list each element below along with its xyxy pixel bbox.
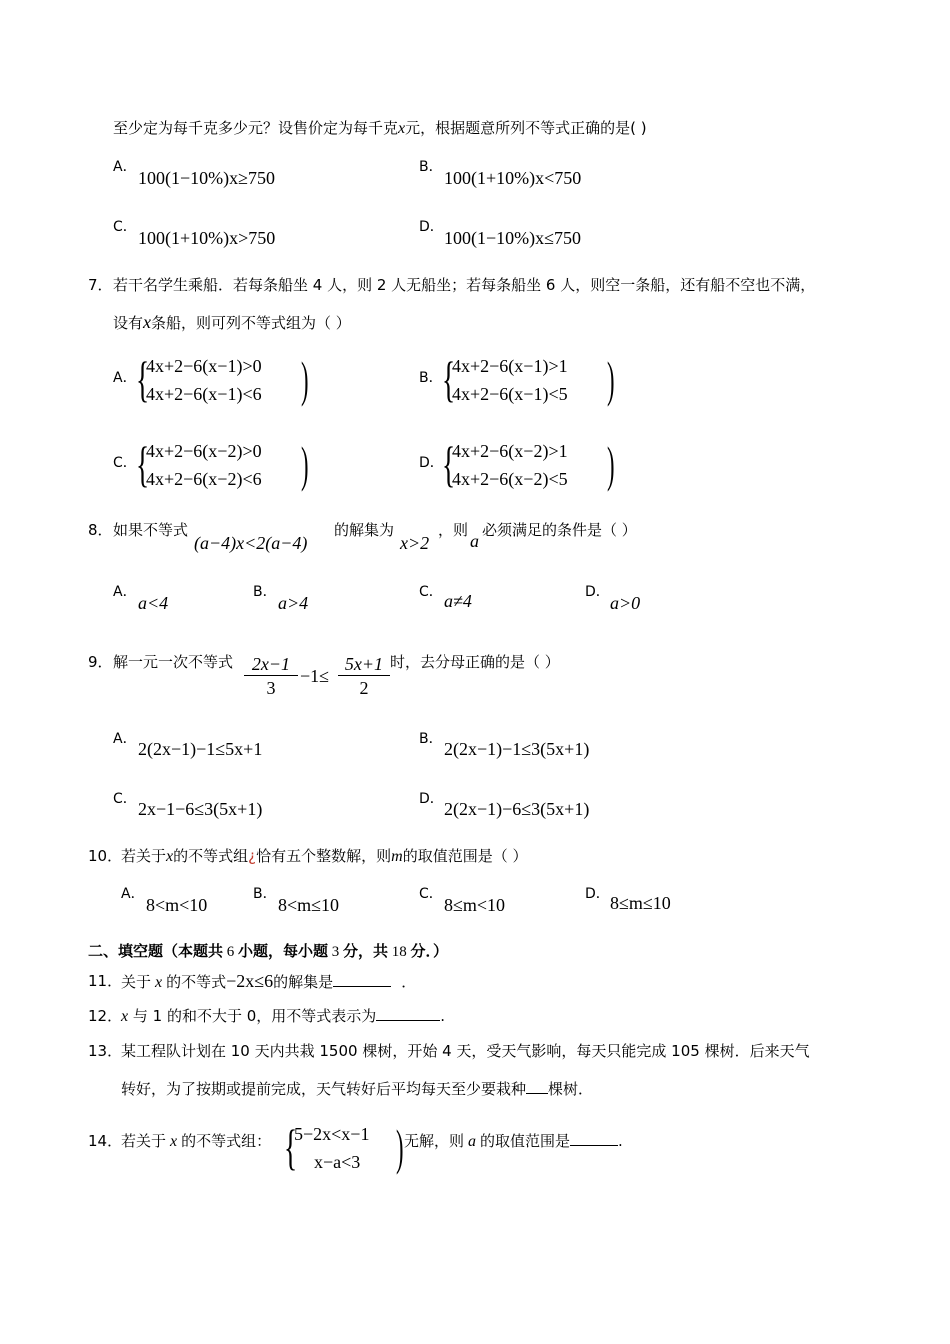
answer-blank[interactable] [333,972,391,987]
q8-option-a-label: A． [113,584,137,600]
q8-text3: ，则 [438,521,469,539]
answer-blank[interactable] [376,1006,440,1021]
q8-option-b-label: B． [253,584,277,600]
q6-option-a-label: A． [113,159,137,175]
q8-solution: x>2 [400,533,430,553]
q8-text1: 如果不等式 [113,521,189,539]
q11-number: 11． [88,972,123,990]
q9-option-c-label: C． [113,791,137,807]
q10-option-b-label: B． [253,886,277,902]
q7-option-a-system: { 4x+2−6(x−1)>0 4x+2−6(x−1)<6 ) [136,351,309,407]
answer-blank[interactable] [526,1079,548,1094]
q9-option-a-label: A． [113,731,137,747]
left-brace-icon: { [136,436,150,492]
q7-option-d-system: { 4x+2−6(x−2)>1 4x+2−6(x−2)<5 ) [442,436,615,492]
q6-option-c: 100(1+10%)x>750 [138,228,276,248]
q10-option-c-label: C． [419,886,443,902]
q9-fraction-1: $\frac{2x-1}{3}$ [244,653,298,700]
q9-option-d-label: D． [419,791,444,807]
q13-line2: 转好，为了按期或提前完成，天气转好后平均每天至少要栽种 棵树． [121,1080,594,1098]
right-paren-icon: ) [607,351,615,407]
q7-option-c-label: C． [113,455,137,471]
q9-text2: 时，去分母正确的是（ ） [390,653,560,671]
q8-option-c: a≠4 [444,591,472,611]
q8-option-c-label: C． [419,584,443,600]
q11-line: 关于 x 的不等式−2x≤6的解集是 ． [121,971,417,991]
left-brace-icon: { [442,436,456,492]
q6-option-b-label: B． [419,159,443,175]
right-paren-icon: ) [396,1119,404,1175]
q8-text2: 的解集为 [334,521,395,539]
left-brace-icon: { [442,351,456,407]
right-paren-icon: ) [607,436,615,492]
q8-text4: 必须满足的条件是（ ） [482,521,637,539]
q7-number: 7． [88,276,113,294]
q7-option-a-label: A． [113,370,137,386]
q8-option-d-label: D． [585,584,610,600]
section-2-heading: 二、填空题（本题共 6 小题，每小题 3 分，共 18 分．） [88,942,449,960]
q9-fraction-2: $\frac{5x+1}{2}$ [338,653,390,700]
q6-line: 至少定为每千克多少元？设售价定为每千克x元，根据题意所列不等式正确的是( ) [113,119,647,137]
q10-option-c: 8≤m<10 [444,895,506,915]
q7-line1: 若干名学生乘船．若每条船坐 4 人，则 2 人无船坐；若每条船坐 6 人，则空一条船，还有船不空也不满， [113,276,816,294]
q10-number: 10． [88,847,123,865]
q9-option-c: 2x−1−6≤3(5x+1) [138,799,263,819]
q14-system: { 5−2x<x−1 x−a<3 ) [284,1119,404,1175]
q7-option-c-system: { 4x+2−6(x−2)>0 4x+2−6(x−2)<6 ) [136,436,309,492]
answer-blank[interactable] [570,1131,618,1146]
q10-option-d-label: D． [585,886,610,902]
q8-number: 8． [88,521,113,539]
right-paren-icon: ) [301,436,309,492]
q9-number: 9． [88,653,113,671]
q10-option-b: 8<m≤10 [278,895,340,915]
q6-option-d: 100(1−10%)x≤750 [444,228,582,248]
q10-option-d: 8≤m≤10 [610,893,671,913]
q8-var: a [470,531,479,551]
q8-option-d: a>0 [610,593,641,613]
q9-option-b: 2(2x−1)−1≤3(5x+1) [444,739,590,759]
q10-option-a-label: A． [121,886,145,902]
q12-line: x 与 1 的和不大于 0，用不等式表示为 . [121,1007,446,1025]
q6-option-b: 100(1+10%)x<750 [444,168,582,188]
q9-option-a: 2(2x−1)−1≤5x+1 [138,739,263,759]
q8-option-b: a>4 [278,593,309,613]
q10-line: 若关于x的不等式组¿恰有五个整数解，则m的取值范围是（ ） [121,847,528,865]
q9-option-b-label: B． [419,731,443,747]
q12-number: 12． [88,1007,123,1025]
q14-number: 14． [88,1132,123,1150]
q7-line2: 设有x条船，则可列不等式组为（ ） [113,312,351,332]
left-brace-icon: { [136,351,150,407]
q14-text-right: 无解，则 a 的取值范围是 . [404,1132,623,1150]
q9-option-d: 2(2x−1)−6≤3(5x+1) [444,799,590,819]
q6-option-a: 100(1−10%)x≥750 [138,168,276,188]
q10-option-a: 8<m<10 [146,895,208,915]
q9-mid: −1≤ [300,666,330,686]
q13-number: 13． [88,1042,123,1060]
q7-option-b-system: { 4x+2−6(x−1)>1 4x+2−6(x−1)<5 ) [442,351,615,407]
right-paren-icon: ) [301,351,309,407]
q7-option-d-label: D． [419,455,444,471]
left-brace-icon: { [284,1119,298,1175]
q6-option-c-label: C． [113,219,137,235]
q6-option-d-label: D． [419,219,444,235]
q7-option-b-label: B． [419,370,443,386]
q8-expr: (a−4)x<2(a−4) [194,533,308,553]
q14-text-left: 若关于 x 的不等式组： [121,1132,272,1150]
q8-option-a: a<4 [138,593,169,613]
q9-text1: 解一元一次不等式 [113,653,234,671]
q13-line1: 某工程队计划在 10 天内共栽 1500 棵树，开始 4 天，受天气影响，每天只能完成 105 棵树．后来天气 [121,1042,810,1060]
